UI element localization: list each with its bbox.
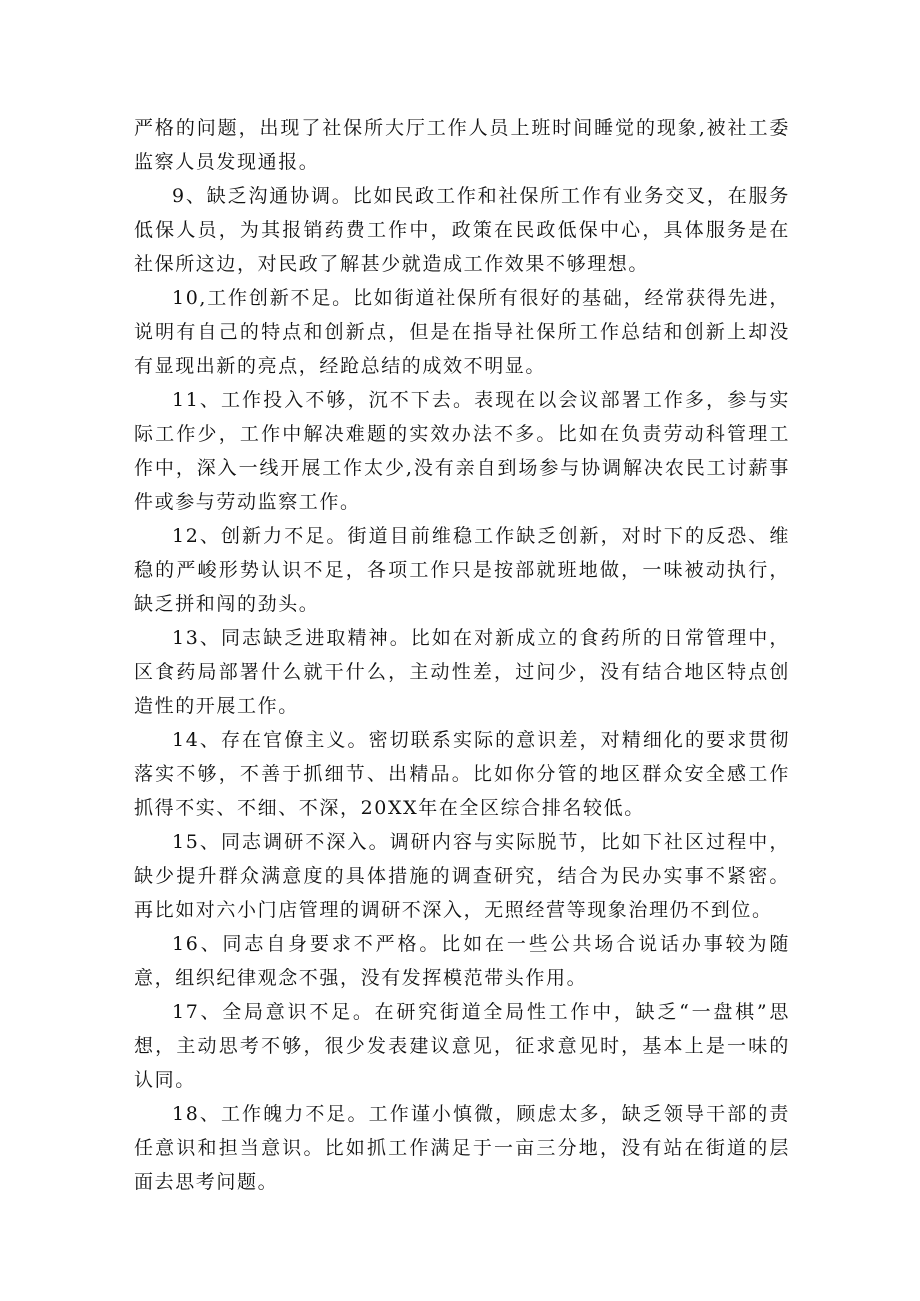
paragraph-item-15: 15、同志调研不深入。调研内容与实际脱节，比如下社区过程中，缺少提升群众满意度的具体措施的调查研究，结合为民办实事不紧密。再比如对六小门店管理的调研不深入，无照经营等现象治理仍不到位。 <box>134 831 790 921</box>
paragraph-item-14: 14、存在官僚主义。密切联系实际的意识差，对精细化的要求贯彻落实不够，不善于抓细节、出精品。比如你分管的地区群众安全感工作抓得不实、不细、不深，20XX年在全区综合排名较低。 <box>134 729 790 819</box>
paragraph-item-13: 13、同志缺乏进取精神。比如在对新成立的食药所的日常管理中，区食药局部署什么就干什么，主动性差，过问少，没有结合地区特点创造性的开展工作。 <box>134 627 790 717</box>
paragraph-item-12: 12、创新力不足。街道目前维稳工作缺乏创新，对时下的反恐、维稳的严峻形势认识不足，各项工作只是按部就班地做，一味被动执行，缺乏拼和闯的劲头。 <box>134 525 790 615</box>
paragraph-continuation: 严格的问题，出现了社保所大厅工作人员上班时间睡觉的现象,被社工委监察人员发现通报。 <box>134 117 790 173</box>
document-body <box>134 111 790 1199</box>
paragraph-item-10: 10,工作创新不足。比如街道社保所有很好的基础，经常获得先进，说明有自己的特点和创新点，但是在指导社保所工作总结和创新上却没有显现出新的亮点，经跄总结的成效不明显。 <box>134 287 790 377</box>
paragraph-item-16: 16、同志自身要求不严格。比如在一些公共场合说话办事较为随意，组织纪律观念不强，没有发挥模范带头作用。 <box>134 933 790 989</box>
paragraph-item-11: 11、工作投入不够，沉不下去。表现在以会议部署工作多，参与实际工作少，工作中解决难题的实效办法不多。比如在负责劳动科管理工作中，深入一线开展工作太少,没有亲自到场参与协调解决农民工讨薪事件或参与劳动监察工作。 <box>134 389 790 513</box>
paragraph-item-18: 18、工作魄力不足。工作谨小慎微，顾虑太多，缺乏领导干部的责任意识和担当意识。比如抓工作满足于一亩三分地，没有站在街道的层面去思考问题。 <box>134 1103 790 1193</box>
paragraph-item-17: 17、全局意识不足。在研究街道全局性工作中，缺乏“一盘棋”思想，主动思考不够，很少发表建议意见，征求意见时，基本上是一味的认同。 <box>134 1001 790 1091</box>
paragraph-item-9: 9、缺乏沟通协调。比如民政工作和社保所工作有业务交叉，在服务低保人员，为其报销药费工作中，政策在民政低保中心，具体服务是在社保所这边，对民政了解甚少就造成工作效果不够理想。 <box>134 185 790 275</box>
